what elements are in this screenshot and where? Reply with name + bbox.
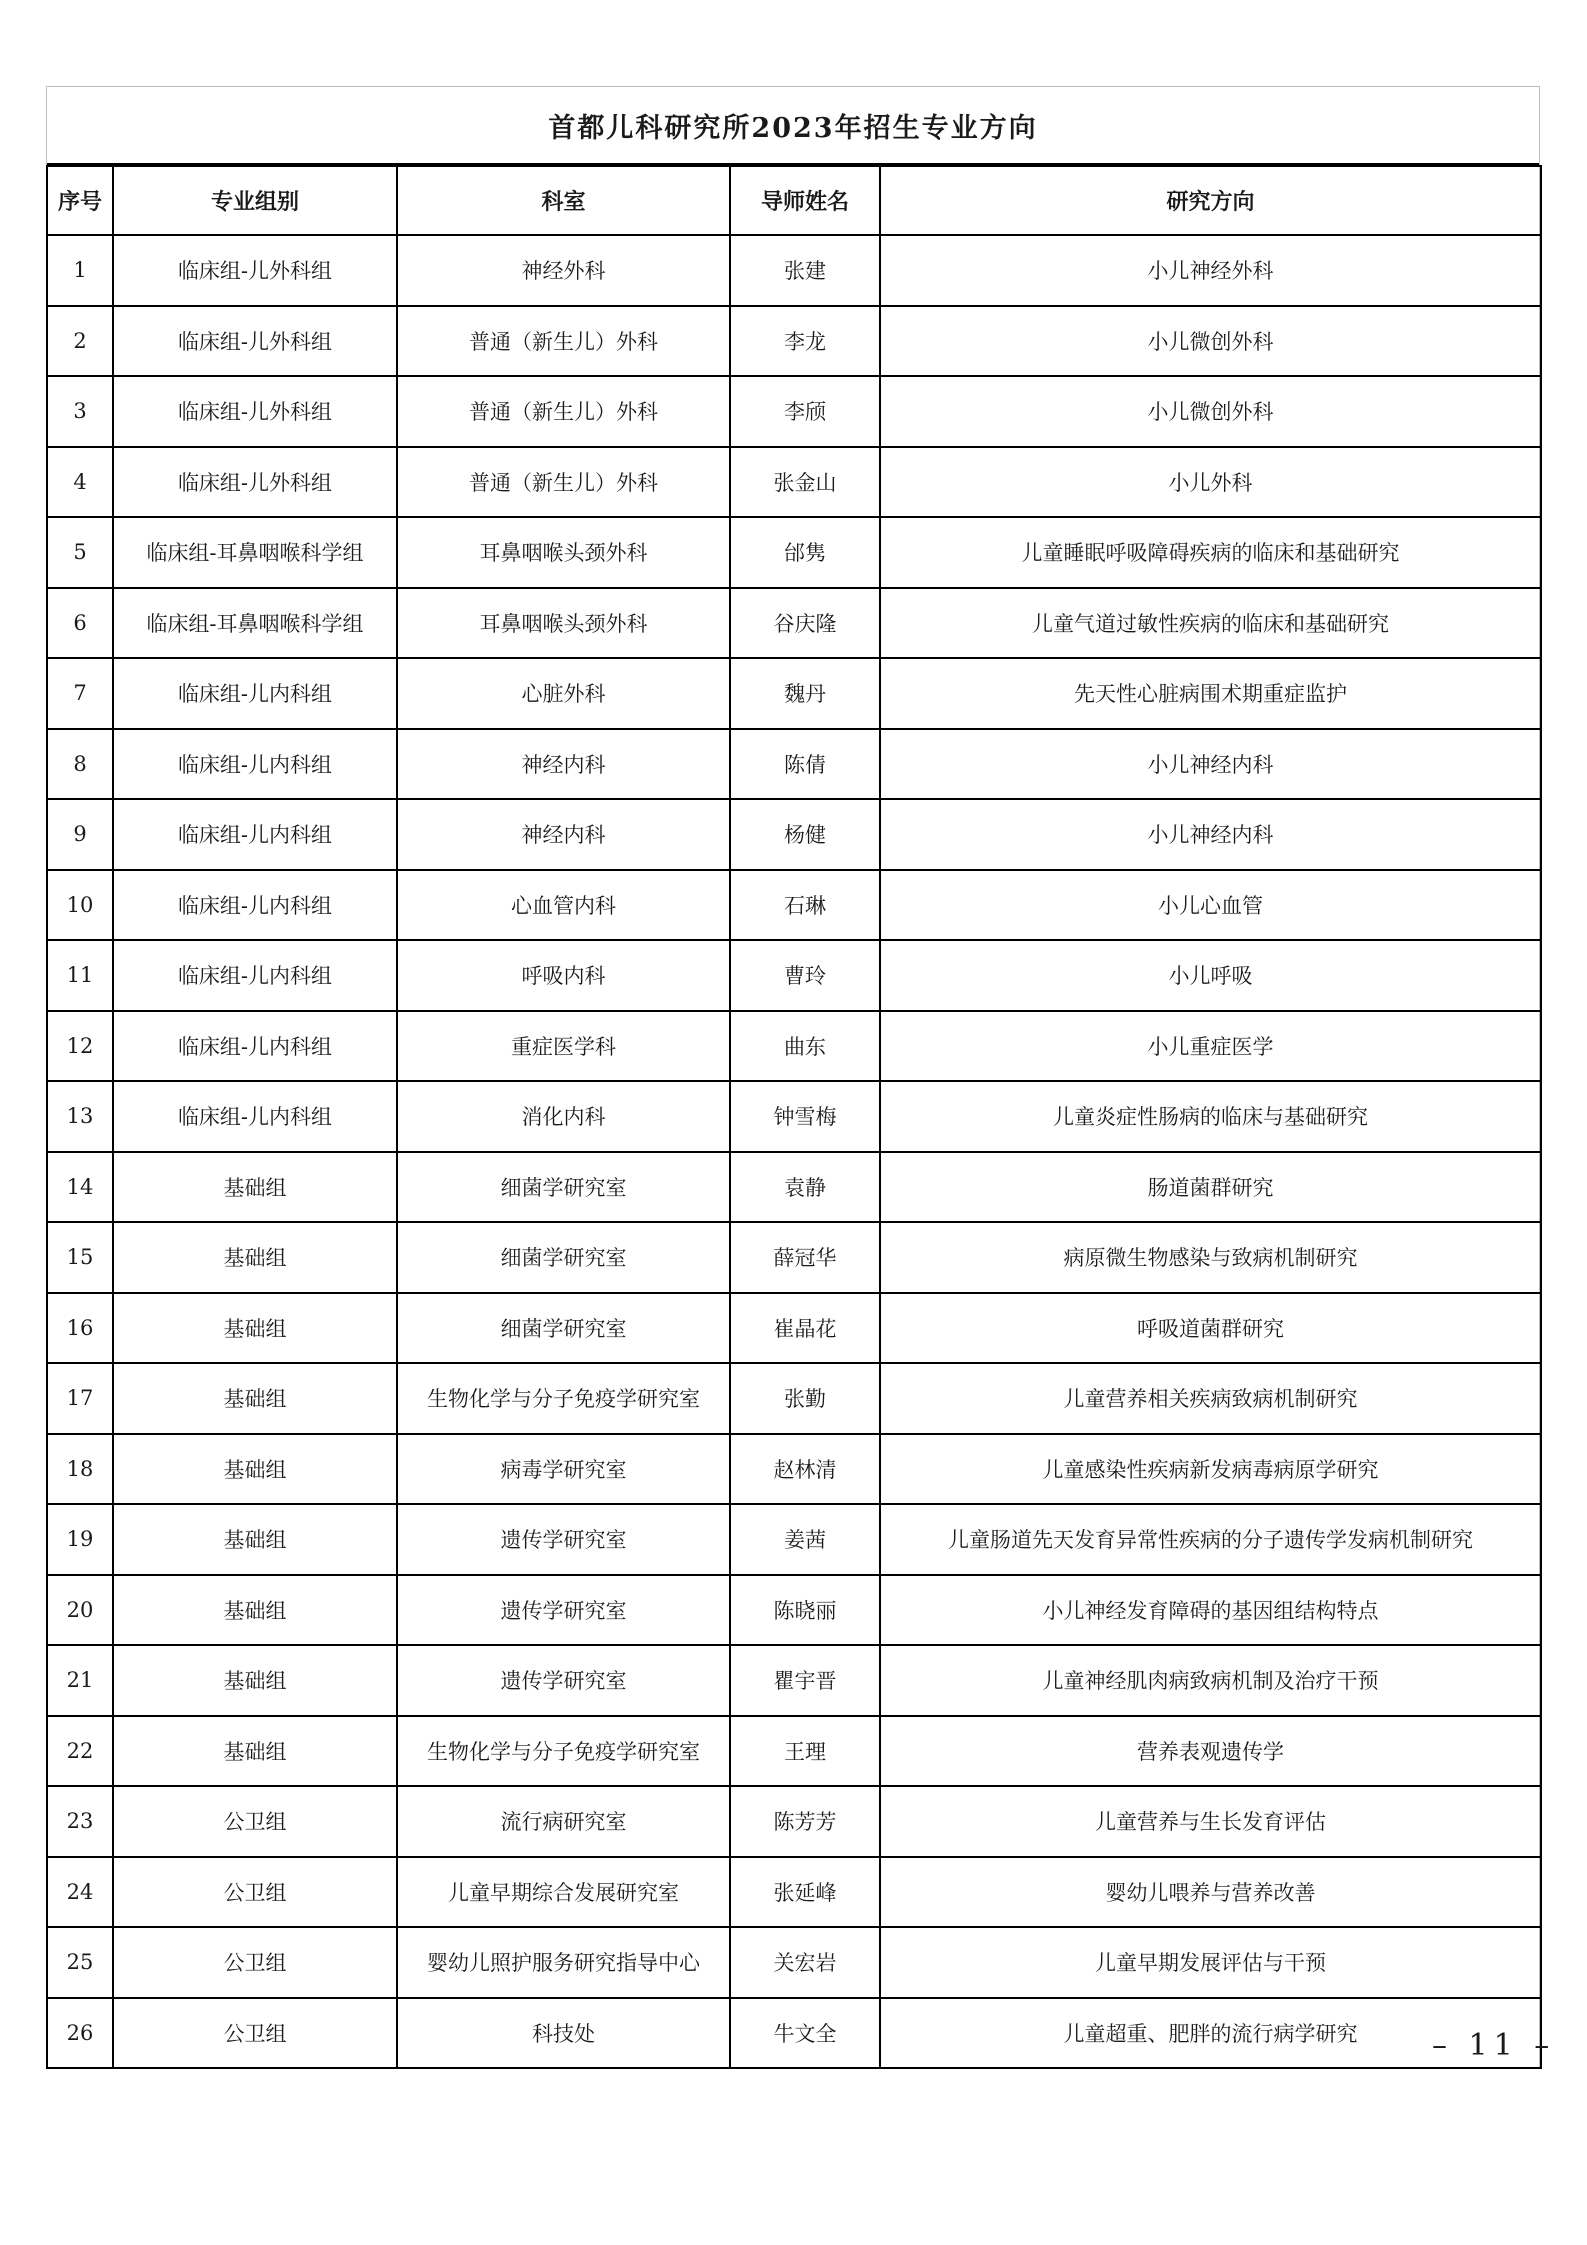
table-row (47, 376, 1541, 447)
cell-no: 26 (47, 1998, 113, 2069)
cell-tutor: 李颀 (730, 376, 880, 447)
cell-direction: 小儿神经内科 (880, 729, 1541, 800)
header-group: 专业组别 (113, 166, 397, 235)
cell-no: 12 (47, 1011, 113, 1082)
cell-dept: 婴幼儿照护服务研究指导中心 (397, 1927, 730, 1998)
header-tutor: 导师姓名 (730, 166, 880, 235)
cell-dept: 儿童早期综合发展研究室 (397, 1857, 730, 1928)
cell-no: 2 (47, 306, 113, 377)
table-row (47, 588, 1541, 659)
cell-direction: 小儿外科 (880, 447, 1541, 518)
cell-group: 基础组 (113, 1222, 397, 1293)
cell-no: 11 (47, 940, 113, 1011)
cell-dept: 细菌学研究室 (397, 1222, 730, 1293)
cell-no: 18 (47, 1434, 113, 1505)
cell-direction: 儿童超重、肥胖的流行病学研究 (880, 1998, 1541, 2069)
table-row (47, 1081, 1541, 1152)
table-row (47, 1222, 1541, 1293)
cell-group: 基础组 (113, 1716, 397, 1787)
table-row (47, 799, 1541, 870)
cell-direction: 小儿神经外科 (880, 235, 1541, 306)
cell-tutor: 曹玲 (730, 940, 880, 1011)
table-row (47, 870, 1541, 941)
cell-tutor: 崔晶花 (730, 1293, 880, 1364)
cell-direction: 儿童早期发展评估与干预 (880, 1927, 1541, 1998)
cell-dept: 流行病研究室 (397, 1786, 730, 1857)
cell-tutor: 袁静 (730, 1152, 880, 1223)
cell-group: 临床组-耳鼻咽喉科学组 (113, 588, 397, 659)
cell-direction: 小儿神经发育障碍的基因组结构特点 (880, 1575, 1541, 1646)
table-row (47, 1363, 1541, 1434)
cell-direction: 儿童肠道先天发育异常性疾病的分子遗传学发病机制研究 (880, 1504, 1541, 1575)
page-number: – 11 – (1432, 2028, 1556, 2063)
cell-dept: 普通（新生儿）外科 (397, 447, 730, 518)
cell-no: 25 (47, 1927, 113, 1998)
cell-tutor: 张延峰 (730, 1857, 880, 1928)
cell-no: 7 (47, 658, 113, 729)
table-row (47, 658, 1541, 729)
cell-group: 基础组 (113, 1645, 397, 1716)
cell-no: 10 (47, 870, 113, 941)
table-row (47, 517, 1541, 588)
cell-dept: 遗传学研究室 (397, 1575, 730, 1646)
cell-no: 16 (47, 1293, 113, 1364)
table-row (47, 235, 1541, 306)
cell-no: 4 (47, 447, 113, 518)
cell-dept: 生物化学与分子免疫学研究室 (397, 1716, 730, 1787)
table-row (47, 1575, 1541, 1646)
cell-no: 3 (47, 376, 113, 447)
cell-dept: 生物化学与分子免疫学研究室 (397, 1363, 730, 1434)
cell-tutor: 薛冠华 (730, 1222, 880, 1293)
cell-group: 公卫组 (113, 1857, 397, 1928)
cell-group: 临床组-儿外科组 (113, 376, 397, 447)
cell-dept: 遗传学研究室 (397, 1645, 730, 1716)
table-row (47, 1857, 1541, 1928)
cell-direction: 儿童感染性疾病新发病毒病原学研究 (880, 1434, 1541, 1505)
cell-tutor: 曲东 (730, 1011, 880, 1082)
cell-group: 基础组 (113, 1575, 397, 1646)
cell-dept: 耳鼻咽喉头颈外科 (397, 517, 730, 588)
cell-group: 临床组-儿外科组 (113, 447, 397, 518)
cell-group: 临床组-儿内科组 (113, 1011, 397, 1082)
cell-group: 临床组-耳鼻咽喉科学组 (113, 517, 397, 588)
cell-dept: 重症医学科 (397, 1011, 730, 1082)
cell-tutor: 陈晓丽 (730, 1575, 880, 1646)
cell-tutor: 王理 (730, 1716, 880, 1787)
cell-direction: 儿童睡眠呼吸障碍疾病的临床和基础研究 (880, 517, 1541, 588)
cell-direction: 儿童营养相关疾病致病机制研究 (880, 1363, 1541, 1434)
cell-tutor: 牛文全 (730, 1998, 880, 2069)
cell-direction: 小儿重症医学 (880, 1011, 1541, 1082)
cell-group: 临床组-儿内科组 (113, 729, 397, 800)
cell-direction: 小儿微创外科 (880, 306, 1541, 377)
cell-direction: 病原微生物感染与致病机制研究 (880, 1222, 1541, 1293)
cell-group: 公卫组 (113, 1998, 397, 2069)
table-row (47, 1998, 1541, 2069)
cell-no: 20 (47, 1575, 113, 1646)
cell-no: 23 (47, 1786, 113, 1857)
cell-tutor: 关宏岩 (730, 1927, 880, 1998)
cell-tutor: 杨健 (730, 799, 880, 870)
table-row (47, 1927, 1541, 1998)
enrollment-table-sheet (46, 86, 1540, 2069)
table-row (47, 1434, 1541, 1505)
cell-no: 24 (47, 1857, 113, 1928)
enrollment-table (46, 165, 1542, 2069)
cell-no: 14 (47, 1152, 113, 1223)
cell-tutor: 姜茜 (730, 1504, 880, 1575)
cell-tutor: 张勤 (730, 1363, 880, 1434)
cell-group: 临床组-儿内科组 (113, 870, 397, 941)
cell-tutor: 张金山 (730, 447, 880, 518)
cell-tutor: 李龙 (730, 306, 880, 377)
cell-tutor: 陈芳芳 (730, 1786, 880, 1857)
header-dept: 科室 (397, 166, 730, 235)
cell-group: 临床组-儿内科组 (113, 940, 397, 1011)
cell-tutor: 陈倩 (730, 729, 880, 800)
header-direction: 研究方向 (880, 166, 1541, 235)
cell-dept: 心血管内科 (397, 870, 730, 941)
cell-tutor: 谷庆隆 (730, 588, 880, 659)
cell-dept: 神经内科 (397, 729, 730, 800)
cell-group: 公卫组 (113, 1927, 397, 1998)
table-row (47, 1293, 1541, 1364)
cell-dept: 神经内科 (397, 799, 730, 870)
header-row (47, 166, 1541, 235)
cell-tutor: 钟雪梅 (730, 1081, 880, 1152)
cell-direction: 小儿神经内科 (880, 799, 1541, 870)
cell-tutor: 邰隽 (730, 517, 880, 588)
cell-group: 基础组 (113, 1504, 397, 1575)
cell-dept: 普通（新生儿）外科 (397, 306, 730, 377)
table-row (47, 729, 1541, 800)
cell-tutor: 魏丹 (730, 658, 880, 729)
cell-direction: 儿童神经肌肉病致病机制及治疗干预 (880, 1645, 1541, 1716)
table-row (47, 1011, 1541, 1082)
cell-no: 8 (47, 729, 113, 800)
cell-direction: 儿童营养与生长发育评估 (880, 1786, 1541, 1857)
cell-dept: 心脏外科 (397, 658, 730, 729)
cell-direction: 小儿呼吸 (880, 940, 1541, 1011)
cell-group: 基础组 (113, 1434, 397, 1505)
cell-group: 临床组-儿内科组 (113, 658, 397, 729)
cell-group: 临床组-儿内科组 (113, 799, 397, 870)
cell-dept: 耳鼻咽喉头颈外科 (397, 588, 730, 659)
cell-no: 13 (47, 1081, 113, 1152)
cell-direction: 小儿微创外科 (880, 376, 1541, 447)
cell-dept: 病毒学研究室 (397, 1434, 730, 1505)
cell-dept: 科技处 (397, 1998, 730, 2069)
header-no: 序号 (47, 166, 113, 235)
table-row (47, 1716, 1541, 1787)
cell-dept: 普通（新生儿）外科 (397, 376, 730, 447)
cell-direction: 婴幼儿喂养与营养改善 (880, 1857, 1541, 1928)
cell-direction: 儿童气道过敏性疾病的临床和基础研究 (880, 588, 1541, 659)
cell-group: 公卫组 (113, 1786, 397, 1857)
cell-dept: 消化内科 (397, 1081, 730, 1152)
cell-direction: 先天性心脏病围术期重症监护 (880, 658, 1541, 729)
cell-dept: 细菌学研究室 (397, 1293, 730, 1364)
cell-tutor: 赵林清 (730, 1434, 880, 1505)
cell-no: 9 (47, 799, 113, 870)
cell-dept: 细菌学研究室 (397, 1152, 730, 1223)
table-row (47, 1645, 1541, 1716)
cell-group: 临床组-儿外科组 (113, 235, 397, 306)
cell-direction: 营养表观遗传学 (880, 1716, 1541, 1787)
cell-no: 6 (47, 588, 113, 659)
table-title: 首都儿科研究所2023年招生专业方向 (47, 87, 1539, 165)
cell-group: 临床组-儿外科组 (113, 306, 397, 377)
cell-no: 19 (47, 1504, 113, 1575)
table-row (47, 306, 1541, 377)
cell-no: 17 (47, 1363, 113, 1434)
cell-tutor: 张建 (730, 235, 880, 306)
table-row (47, 1152, 1541, 1223)
cell-group: 基础组 (113, 1293, 397, 1364)
cell-direction: 肠道菌群研究 (880, 1152, 1541, 1223)
cell-no: 22 (47, 1716, 113, 1787)
cell-direction: 呼吸道菌群研究 (880, 1293, 1541, 1364)
table-row (47, 1504, 1541, 1575)
cell-no: 21 (47, 1645, 113, 1716)
cell-no: 15 (47, 1222, 113, 1293)
cell-group: 基础组 (113, 1363, 397, 1434)
cell-dept: 遗传学研究室 (397, 1504, 730, 1575)
table-row (47, 447, 1541, 518)
cell-no: 5 (47, 517, 113, 588)
cell-direction: 儿童炎症性肠病的临床与基础研究 (880, 1081, 1541, 1152)
cell-direction: 小儿心血管 (880, 870, 1541, 941)
cell-dept: 呼吸内科 (397, 940, 730, 1011)
table-row (47, 940, 1541, 1011)
table-row (47, 1786, 1541, 1857)
cell-tutor: 瞿宇晋 (730, 1645, 880, 1716)
cell-no: 1 (47, 235, 113, 306)
cell-group: 基础组 (113, 1152, 397, 1223)
cell-dept: 神经外科 (397, 235, 730, 306)
cell-group: 临床组-儿内科组 (113, 1081, 397, 1152)
cell-tutor: 石琳 (730, 870, 880, 941)
